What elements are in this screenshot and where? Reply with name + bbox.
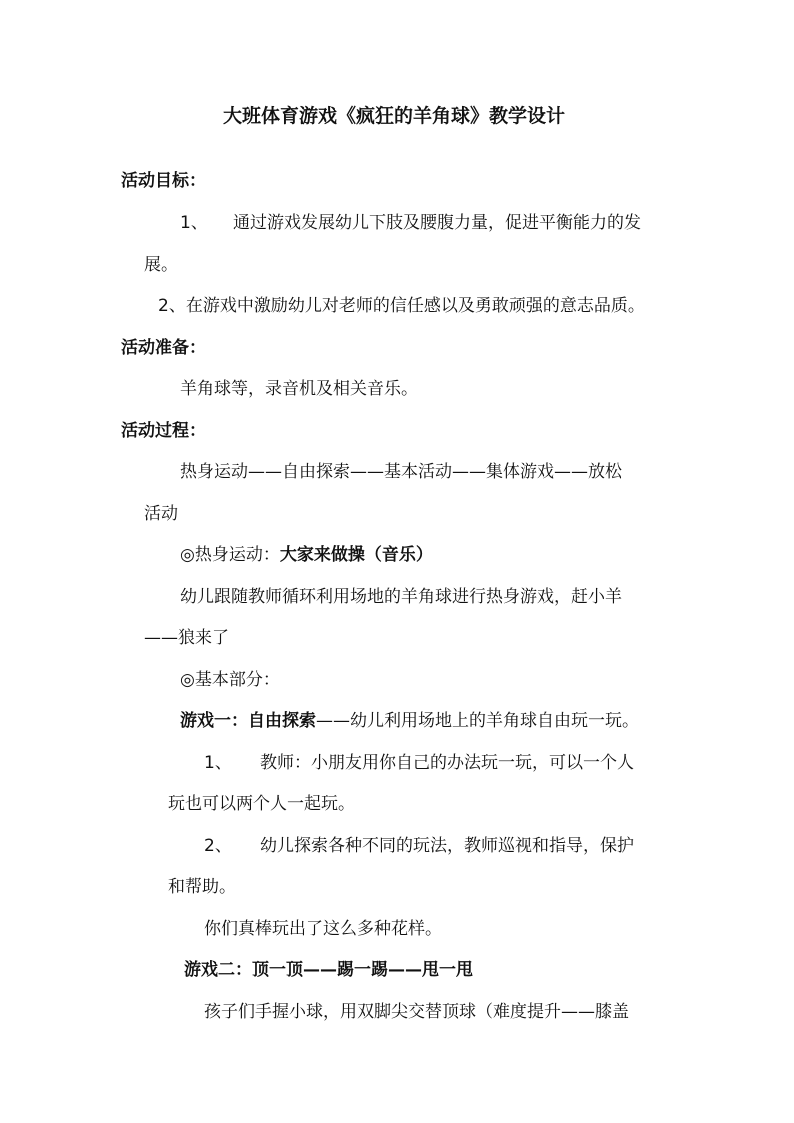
basic-heading: ◎基本部分：	[180, 670, 280, 690]
document-title: 大班体育游戏《疯狂的羊角球》教学设计	[223, 105, 566, 127]
game1-step1-text-continued: 玩也可以两个人一起玩。	[168, 794, 355, 814]
goal-1-number: 1、	[180, 213, 208, 233]
warmup-text-continued: ——狼来了	[144, 628, 229, 648]
warmup-prefix: ◎热身运动：	[180, 545, 280, 565]
game1-step1-number: 1、	[204, 753, 232, 773]
prep-text: 羊角球等，录音机及相关音乐。	[180, 379, 418, 399]
goal-1-text-continued: 展。	[144, 255, 178, 275]
game2-text: 孩子们手握小球，用双脚尖交替顶球（难度提升——膝盖	[204, 1002, 629, 1022]
game1-step2-text-continued: 和帮助。	[168, 877, 236, 897]
game1-title: 游戏一：自由探索	[180, 711, 316, 731]
warmup-heading	[180, 544, 433, 566]
game1-step1-text: 教师：小朋友用你自己的办法玩一玩，可以一个人	[260, 753, 634, 773]
process-flow-continued: 活动	[144, 504, 178, 524]
game1-praise: 你们真棒玩出了这么多种花样。	[204, 919, 442, 939]
goal-2-text: 2、在游戏中激励幼儿对老师的信任感以及勇敢顽强的意志品质。	[158, 296, 645, 316]
game1-description: ——幼儿利用场地上的羊角球自由玩一玩。	[316, 711, 639, 731]
prep-heading: 活动准备：	[121, 338, 206, 358]
goals-heading: 活动目标：	[121, 171, 206, 191]
goal-1-text: 通过游戏发展幼儿下肢及腰腹力量，促进平衡能力的发	[233, 213, 641, 233]
process-flow: 热身运动——自由探索——基本活动——集体游戏——放松	[180, 462, 622, 482]
game2-title: 游戏二：顶一顶——踢一踢——甩一甩	[184, 960, 473, 980]
game1-line	[180, 710, 639, 732]
warmup-title: 大家来做操（音乐）	[279, 545, 433, 565]
game1-step2-text: 幼儿探索各种不同的玩法，教师巡视和指导，保护	[260, 836, 634, 856]
warmup-text: 幼儿跟随教师循环利用场地的羊角球进行热身游戏，赶小羊	[180, 587, 622, 607]
process-heading: 活动过程：	[121, 421, 206, 441]
game1-step2-number: 2、	[204, 836, 232, 856]
